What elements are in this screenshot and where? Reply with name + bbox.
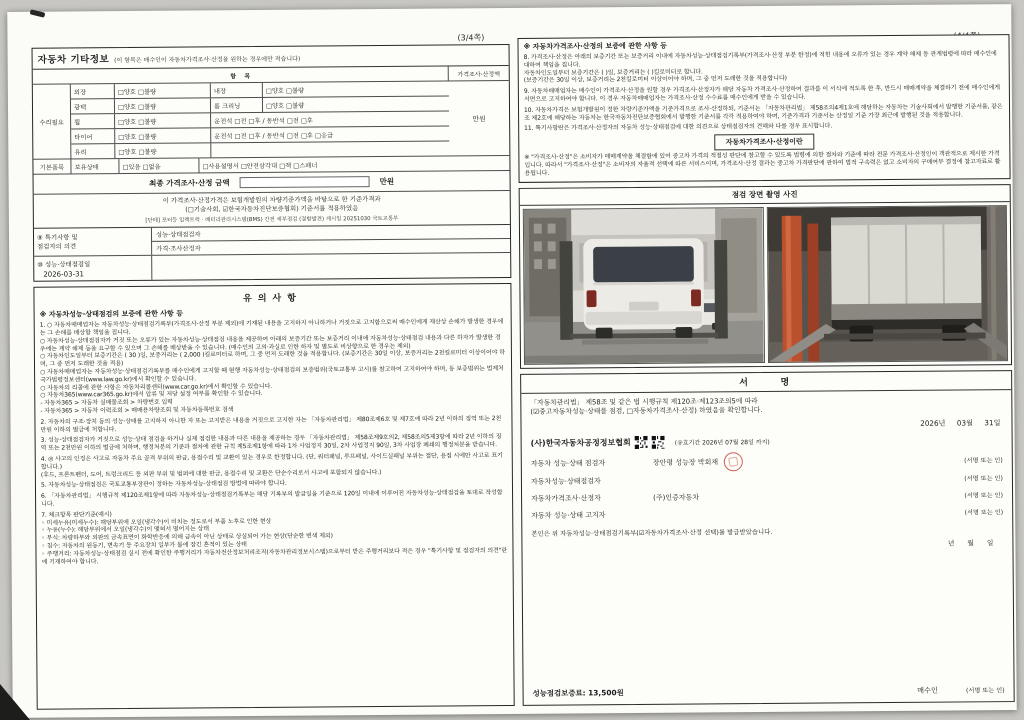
price-notice-item-9: 9. 자동차매매업자는 매수인이 가격조사·산정을 원할 경우 가격조사·산정자가 해당 자동차 가격조사·산정하여 결과를 이 서식에 적도록 한 후, 반드시 매매계약을 체결하기 전에 매수인에게 서면으로 고지하여야 합니다. 이 경우 자동차매매업자는 가격조사·산정 수수료를 매수인에게 받을 수 있습니다. [523,84,1001,103]
check-date-cell [34,256,152,281]
checkbox-group[interactable]: □양호 □불량 [115,128,211,143]
column-header-item: 항 목 [33,66,449,83]
opinion-label: ⑨ 특기사항 및 점검자의 의견 [34,228,152,256]
opinion-appraiser-row: 가격·조사산정자 [156,245,201,254]
caution-section [33,283,514,709]
basic-items-label: 기본품목 [33,159,71,173]
definition-text: ※ "가격조사·산정"은 소비자가 매매계약을 체결함에 있어 중고차 가격의 적절성 판단에 참고할 수 있도록 법령에 의한 절차와 기준에 따라 전문 가격조사·산정인이 객관적으로 제시한 가격입니다. 따라서 "가격조사·산정"은 소비자의 자율적 선택에 따른 서비스이며, 가격조사·산정 결과는 중고차 가격판단에 관하여 법적 구속력은 없고 소비자의 구매여부 결정에 참고자료로 활용됩니다. [524,150,1001,177]
other-info-table [33,66,510,175]
fee-row [533,684,1005,699]
caution-section-title: ※ 자동차성능·상태점검의 보증에 관한 사항 등 [39,309,184,319]
opinion-row [34,225,510,257]
left-page [32,44,515,710]
other-info-note: (이 항목은 매수인이 자동차가격조사·산정을 원하는 경우에만 적습니다) [114,55,301,65]
signature-title: 서 명 [521,371,1011,394]
checkbox-group[interactable]: □양호 □불량 [115,98,211,113]
buyer-sign-note: (서명 또는 인) [965,687,1005,695]
inspection-fee: 성능점검보증료: 13,500원 [532,688,624,698]
price-amount-unit: 만원 [472,115,486,124]
issue-date: 2026년 03월 31일 [920,418,1001,429]
repair-row-polish: 광택 □양호 □불량 룸 크리닝 □양호 □불량 [71,96,449,114]
opinion-inspector-row: 성능·상태점검자 [152,225,510,242]
repair-row-exterior: 외장 □양호 □불량 내장 □양호 □불량 [71,81,449,99]
final-price-value-field[interactable] [240,176,370,188]
opinion-entries [152,225,510,255]
column-header-price: 가격조사·산정액 [457,70,501,78]
inspection-photos-section [519,184,1012,369]
checkbox-group[interactable]: 운전석 □전 □후 / 동반석 □전 □후 □응급 [214,131,334,140]
checkbox-group[interactable]: □양호 □불량 [265,87,305,95]
qr-stamp-icon [652,436,665,449]
caution-item-2: 2. 자동차의 구조·장치 등의 성능·상태를 고지하지 아니한 자 또는 고지받은 내용을 거짓으로 고지한 자는 「자동차관리법」 제80조제6호 및 제7호에 따라 2년 이하의 징역 또는 2천만원 이하의 벌금에 처합니다. [40,414,502,434]
inspection-photo-truck-on-lift [766,205,1008,363]
check-date-label: ⑩ 성능·상태점검일 [37,260,91,269]
definition-title: 자동차가격조사·산정이란 [715,134,814,151]
other-info-title: 자동차 기타정보 [37,54,110,66]
price-notice-title: ※ 자동차가격조사·산정의 보증에 관한 사항 등 [523,41,667,51]
organization-row [531,433,1003,450]
check-date-blank [152,253,510,280]
checkbox-group[interactable]: □양호 □불량 [115,113,211,128]
name-seal-stamp [723,451,745,473]
opinion-table [34,224,510,281]
final-price-unit: 만원 [379,176,395,187]
signer-row-notifier: 자동차 성능·상태 고지자 (서명 또는 인) [531,509,1004,520]
price-appraisal-notice-section [517,34,1010,182]
checkbox-group[interactable]: □있음 □없음 [119,158,199,173]
price-notice-item-11: 11. 특기사항란은 가격조사·산정자의 자동차 성능·상태점검에 대한 의견으로 상태점검자의 견해와 다를 경우 표시합니다. [524,122,833,133]
signature-section [520,370,1015,706]
buyer-receipt-statement: 본인은 위 자동차성능·상태점검기록부(☑자동차가격조사·산정 선택)를 발급받았습니다. [531,528,773,539]
vehicle-other-info-section [32,44,512,282]
license-validity: (유효기간 2026년 07월 28일 까지) [674,439,770,447]
buyer-label: 매수인 [917,685,938,695]
organization-name: (사)한국자동차공정정보협회 [530,438,631,449]
checkbox-group[interactable]: □양호 □불량 [115,83,211,98]
caution-item-1: 1. ○ 자동차매매업자는 자동차성능·상태점검기록부(가격조사·산정 부분 제외)에 기재된 내용을 고지하지 아니하거나 거짓으로 고지함으로써 매수인에게 재산상 손해가 발생한 경우에는 그 손해를 배상할 책임을 집니다. ○ 자동차성능·상태점검자가 거짓 또는 오류가 있는 자동차성능·상태점검 내용을 제공하여 아래의 보증기간 또는 보증거리 이내에 자동차성능·상태점검 내용과 다른 하자가 발생한 경우에는 계약 해제 등을 요구할 수 있으며 그 손해를 배상받을 수 있습니다. (매수인의 고의·과실로 인한 하자 및 별도로 비상향으로 한 경우는 제외) ○ 자동차인도일부터 보증기간은 ( 30 )일, 보증거리는 ( 2,000 )킬로미터로 하며, 그 중 먼저 도래한 것을 적용합니다. (보증기간은 30일 이상, 보증거리는 2천킬로미터 이상이어야 하며, 그 중 먼저 도래한 것을 적용) ○ 자동차매매업자는 자동차성능·상태점검기록부를 매수인에게 고지할 때 현행 자동차성능·상태점검의 보증범위(국토교통부 고시)를 참고하여 고지하여야 하며, 동 보증범위는 법제처 국가법령정보센터(www.law.go.kr)에서 확인할 수 있습니다. ○ 자동차의 리콜에 관한 사항은 자동차리콜센터(www.car.go.kr)에서 확인할 수 있습니다. ○ 자동차365(www.car365.go.kr)에서 압류 및 저당 설정 여부를 확인할 수 있습니다. - 자동차365 > 자동차 실매물조회 > 차량번호 입력 - 자동차365 > 자동차 이력조회 > 매매용차량조회 및 자동차등록번호 검색 [39,318,505,415]
photo-strip [520,202,1011,368]
caution-item-5: 5. 자동차성능·상태점검은 국토교통부장관이 정하는 자동차성능·상태점검 방법에 따라야 합니다. [40,480,287,490]
bms-stamp-note: [단테] 포터등 일렉트럭 · 배터리관리시스템(BMS) 간전 세부점검 (결함발견) 게시일 20251030 국토교통부 [145,216,399,225]
repair-row-glass: 유리 □양호 □불량 [71,141,449,158]
check-date-value: 2026-03-31 [43,270,85,279]
repair-rows [71,81,450,158]
signer-row-appraiser: 자동차가격조사·산정자 (주)인증자동차 (서명 또는 인) [531,492,1004,503]
scan-corner-artifact [0,684,30,720]
scanned-inspection-form [7,4,1017,718]
signer-row-inspector2: 자동차성능·상태점검자 (서명 또는 인) [530,475,1003,486]
checkbox-group[interactable]: □양호 □불량 [115,143,211,158]
repair-needed-block [33,81,510,160]
repair-row-wheel: 휠 □양호 □불량 운전석 □전 □후 / 동반석 □전 □후 [71,111,449,129]
page-marker-3of4: (3/4쪽) [457,33,485,43]
holding-state-label: 보유상태 [71,159,119,173]
repair-row-tire: 타이어 □양호 □불량 운전석 □전 □후 / 동반석 □전 □후 □응급 [71,126,449,144]
qr-stamp-icon [635,436,648,449]
caution-item-4: 4. ◎ 사고의 인정은 사고로 자동차 주요 골격 부위의 판금, 용접수리 및 교환이 있는 경우로 한정합니다. (단, 쿼터패널, 루프패널, 사이드실패널 부위는 절단, 용접 시에만 사고로 표기합니다.) (후드, 프론트펜더, 도어, 트렁크리드 등 외판 부위 및 범퍼에 대한 판금, 용접수리 및 교환은 단순수리로서 사고에 포함되지 않습니다.) [40,452,503,479]
repair-needed-label: 수리필요 [33,84,72,158]
final-price-label: 최종 가격조사·산정 금액 [149,178,230,188]
price-notice-item-8: 8. 가격조사·산정은 아래의 보증기간 또는 보증거리 이내에 자동차성능·상태점검기록부(가격조사·산정 부분 한정)에 적힌 내용에 오류가 있는 경우 계약 해제 등 관계법령에 따라 매수인에 대하여 책임을 집니다. 자동차인도일부터 보증기간은 ( )일, 보증거리는 ( )킬로미터로 합니다. (보증기간은 30일 이상, 보증거리는 2천킬로미터 이상이어야 하며, 그 중 먼저 도래한 것을 적용합니다) [523,50,997,85]
signature-body [521,390,1013,705]
caution-item-7: 7. 체크항목 판단기준(예시) ◦ 미세누유(미세누수): 해당부위에 오일(냉각수)이 비치는 정도로서 부품 노후로 인한 현상 ◦ 누유(누수): 해당부위에서 오일(냉각수)이 맺혀서 떨어지는 상태 ◦ 부식: 차량하부와 외판의 금속표면이 화학반응에 의해 금속이 아닌 상태로 상실되어 가는 현상(단순한 변색 제외) ◦ 침수: 자동차의 원동기, 변속기 등 주요장치 일부가 물에 잠긴 흔적이 있는 상태 ◦ 주행거리: 자동차성능·상태점검 실시 전에 확인한 주행거리가 자동차전산정보처리조직(자동차관리정보시스템)으로부터 받은 주행거리보다 적은 경우 "특기사항 및 점검자의 의견"란에 기재하여야 합니다. [41,510,508,566]
caution-title: 유의사항 [243,293,302,305]
caution-item-6: 6. 「자동차관리법」 시행규칙 제120조제1항에 따라 자동차성능·상태점검기록부는 해당 기록부의 발급일을 기준으로 120일 이내에 이루어진 자동차성능·상태점검을 토대로 작성합니다. [41,489,503,508]
checkbox-group[interactable]: □양호 □불량 [265,102,305,110]
inspection-photo-van-on-lift [523,207,765,365]
checkbox-group[interactable]: □사용설명서 □안전삼각대 □잭 □스패너 [202,162,318,170]
checkbox-group[interactable]: 운전석 □전 □후 / 동반석 □전 □후 [214,117,313,125]
inspector-name: 장안평 성능장 박회재 [652,458,719,467]
signer-row-inspector: 자동차 성능·상태 점검자 장안평 성능장 박회재 (서명 또는 인) [531,450,1003,473]
confirmation-statement: 「자동차관리법」 제58조 및 같은 법 시행규칙 제120조·제123조의5에 따라 (☑중고자동차성능·상태를 점검, □자동차가격조사·산정) 하였음을 확인합니다. [530,396,763,417]
caution-item-3: 3. 성능·상태점검자가 거짓으로 성능·상태 점검을 하거나 실제 점검한 내용과 다른 내용을 제공하는 경우 「자동차관리법」 제58조제9호의2, 제58조의5제3항에 따라 2년 이하의 징역 또는 2천만원 이하의 벌금에 처하며, 행정처분의 기준과 절차에 관한 규칙 제5조제1항에 따라 1차 사업정지 30일, 2차 사업정지 90일, 3차 사업장 폐쇄의 행정처분을 받습니다. [40,433,502,452]
definition-box [524,132,1004,152]
buyer-receipt-date-blank: 년 월 일 [947,539,994,548]
price-basis-text: 이 가격조사·산정가격은 보험개발원의 차량기준가액을 바탕으로 한 기준가격과 (□기술사회, ☑한국자동차진단보증협회) 기준서를 적용하였음 [162,195,381,214]
right-page [517,34,1014,706]
photos-title: 점검 장면 촬영 사진 [520,185,1010,206]
price-notice-item-10: 10. 자동차가격은 보험개발원이 정한 차량기준가액을 기준가격으로 조사·산정하되, 기준서는 「자동차관리법」 제58조의4제1호에 해당하는 자동차는 기술사회에서 발행한 기준서를, 같은 조 제2호에 해당하는 자동차는 한국자동차진단보증협회에서 발행한 기준서를 각각 적용하여야 하며, 기준가격과 기준서는 산정일 기준 가장 최근에 발행된 것을 적용합니다. [524,102,1003,122]
check-date-row [34,253,510,281]
